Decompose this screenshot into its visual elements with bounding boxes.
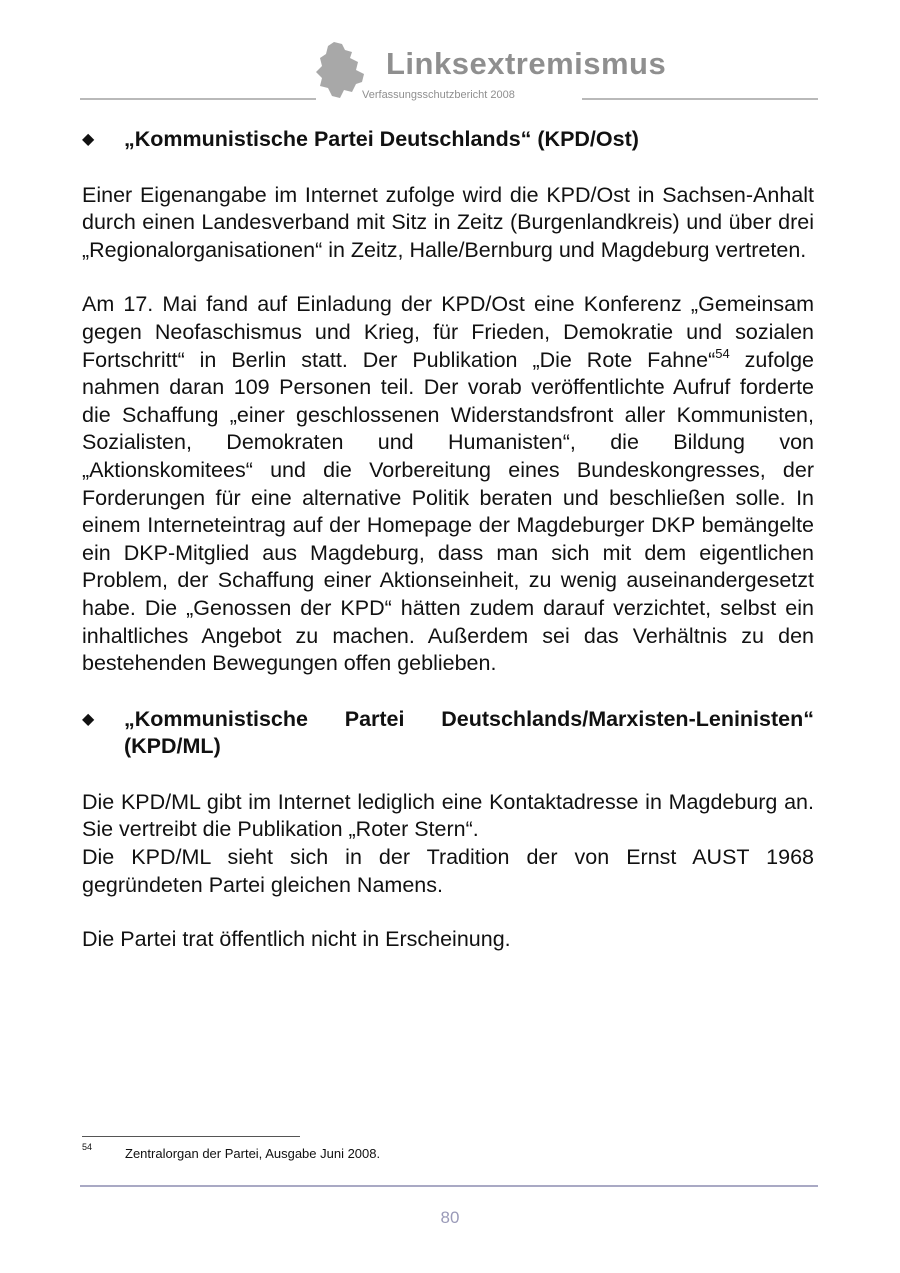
header-rule-right	[582, 98, 818, 100]
header-rule-left	[80, 98, 316, 100]
paragraph: Die Partei trat öffentlich nicht in Erscheinung.	[82, 927, 511, 952]
main-content	[82, 126, 814, 954]
paragraph-text: zufolge nahmen daran 109 Personen teil. Der vorab veröffentlichte Aufruf forderte die Schaffung „einer geschlossenen Widerstandsfront aller Kommunisten, Sozialisten, Demokraten und Humanisten“, die Bildung von „Aktionskomitees“ und die Vorbereitung eines Bundeskongresses, der Forderungen für eine alternative Politik beraten und beschließen solle. In einem Interneteintrag auf der Homepage der Magdeburger DKP bemängelte ein DKP-Mitglied aus Magdeburg, dass man sich mit dem eigentlichen Problem, der Schaffung einer Aktionseinheit, zu wenig auseinandergesetzt habe. Die „Genossen der KPD“ hätten zudem darauf verzichtet, selbst ein inhaltliches Angebot zu machen. Außerdem sei das Verhältnis zu den bestehenden Bewegungen offen geblieben.	[82, 347, 814, 676]
paragraph-text: Am 17. Mai fand auf Einladung der KPD/Ost eine Konferenz „Gemeinsam gegen Neofaschismus und Krieg, für Frieden, Demokratie und sozialen Fortschritt“ in Berlin statt. Der Publikation „Die Rote Fahne“	[82, 292, 814, 372]
diamond-bullet-icon: ◆	[82, 131, 95, 148]
diamond-bullet-icon: ◆	[82, 710, 95, 728]
footnote-reference: 54	[715, 345, 730, 361]
footnote-number: 54	[82, 1142, 93, 1152]
paragraph: Einer Eigenangabe im Internet zufolge wird die KPD/Ost in Sachsen-Anhalt durch einen Landesverband mit Sitz in Zeitz (Burgenlandkreis) und über drei „Regionalorganisationen“ in Zeitz, Halle/Bernburg und Magdeburg vertreten.	[82, 182, 814, 262]
header-subtitle: Verfassungsschutzbericht 2008	[362, 89, 515, 101]
page-number: 80	[440, 1208, 460, 1227]
heading-text: „Kommunistische Partei Deutschlands/Marxisten-Leninisten“ (KPD/ML)	[124, 706, 814, 759]
section-heading-kpd-ml	[82, 706, 814, 761]
paragraph: Die KPD/ML sieht sich in der Tradition der von Ernst AUST 1968 gegründeten Partei gleichen Namens.	[82, 845, 814, 897]
paragraph: Die KPD/ML gibt im Internet lediglich eine Kontaktadresse in Magdeburg an. Sie vertreibt die Publikation „Roter Stern“.	[82, 789, 814, 842]
saxony-anhalt-map-icon	[312, 40, 368, 102]
footer-rule	[80, 1185, 818, 1187]
header-title: Linksextremismus	[386, 46, 667, 81]
paragraph-with-footnote	[82, 291, 814, 677]
heading-text: „Kommunistische Partei Deutschlands“ (KPD/Ost)	[124, 127, 639, 151]
page-header	[80, 38, 818, 108]
section-heading-kpd-ost	[82, 126, 814, 154]
footnote-text: Zentralorgan der Partei, Ausgabe Juni 2008.	[125, 1146, 381, 1161]
footnote-separator	[82, 1136, 300, 1137]
